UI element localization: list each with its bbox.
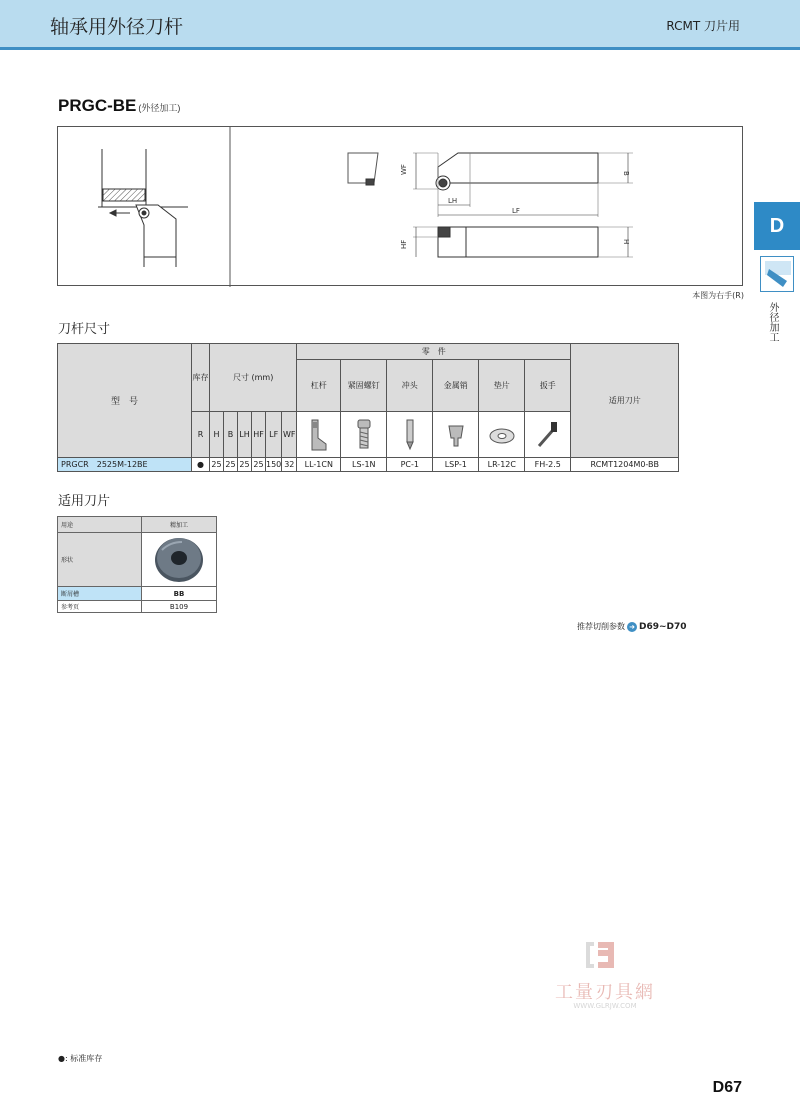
watermark-logo-icon bbox=[582, 940, 618, 970]
dim-h: H bbox=[622, 239, 630, 245]
spec-table bbox=[57, 343, 679, 472]
page-number: D67 bbox=[712, 1079, 742, 1096]
holder-top-view bbox=[348, 153, 633, 217]
chipbreaker-label: 断屑槽 bbox=[58, 587, 142, 601]
model-name: PRGC-BE bbox=[58, 96, 137, 115]
shape-label: 形状 bbox=[58, 533, 142, 587]
insert-section-title: 适用刀片 bbox=[58, 494, 111, 509]
shim-icon bbox=[479, 412, 525, 458]
drawing-svg bbox=[58, 127, 744, 287]
spec-stock-header: 库存 bbox=[192, 344, 210, 412]
page-subtitle: RCMT 刀片用 bbox=[666, 19, 740, 33]
row-model: PRGCR 2525M-12BE bbox=[58, 458, 192, 472]
dim-col-lf: LF bbox=[266, 412, 282, 458]
part-col-wrench: 扳手 bbox=[525, 360, 571, 412]
recommend-label: 推荐切削参数 bbox=[577, 622, 625, 631]
insert-image bbox=[142, 533, 217, 587]
spec-insert-header: 适用刀片 bbox=[571, 344, 679, 458]
recommend-link[interactable] bbox=[577, 621, 687, 632]
row-screw: LS-1N bbox=[341, 458, 387, 472]
wrench-icon bbox=[525, 412, 571, 458]
dim-col-hf: HF bbox=[252, 412, 266, 458]
row-lever: LL-1CN bbox=[297, 458, 341, 472]
spec-dims-header: 尺寸 (mm) bbox=[210, 344, 297, 412]
dim-col-b: B bbox=[224, 412, 238, 458]
technical-drawing bbox=[57, 126, 743, 286]
lever-icon bbox=[297, 412, 341, 458]
row-h: 25 bbox=[210, 458, 224, 472]
holder-side-view bbox=[413, 227, 633, 257]
part-col-punch: 冲头 bbox=[387, 360, 433, 412]
watermark bbox=[540, 940, 670, 1020]
drawing-note: 本图为右手(R) bbox=[692, 291, 744, 300]
spec-section-title: 刀杆尺寸 bbox=[58, 322, 111, 337]
screw-icon bbox=[341, 412, 387, 458]
dim-col-wf: WF bbox=[282, 412, 297, 458]
punch-icon bbox=[387, 412, 433, 458]
dim-wf: WF bbox=[400, 164, 408, 175]
usage-value: 精加工 bbox=[142, 517, 217, 533]
usage-label: 用途 bbox=[58, 517, 142, 533]
dim-hf: HF bbox=[400, 239, 408, 249]
header-bar bbox=[0, 0, 800, 50]
row-hf: 25 bbox=[252, 458, 266, 472]
part-col-lever: 杠杆 bbox=[297, 360, 341, 412]
stock-col-r: R bbox=[192, 412, 210, 458]
row-lh: 25 bbox=[238, 458, 252, 472]
side-label: 外径加工 bbox=[767, 302, 778, 342]
row-punch: PC-1 bbox=[387, 458, 433, 472]
row-lf: 150 bbox=[266, 458, 282, 472]
footnote: ●: 标准库存 bbox=[58, 1054, 103, 1063]
watermark-url: WWW.GLRJW.COM bbox=[573, 1002, 637, 1010]
part-col-screw: 紧固螺钉 bbox=[341, 360, 387, 412]
dim-lh: LH bbox=[448, 197, 458, 205]
insert-table bbox=[57, 516, 217, 613]
recommend-pages: D69~D70 bbox=[639, 622, 687, 632]
page-title: 轴承用外径刀杆 bbox=[50, 16, 184, 38]
ref-value: B109 bbox=[142, 601, 217, 613]
model-title bbox=[58, 96, 180, 116]
turning-icon bbox=[760, 256, 794, 292]
dim-col-lh: LH bbox=[238, 412, 252, 458]
row-shim: LR-12C bbox=[479, 458, 525, 472]
row-wf: 32 bbox=[282, 458, 297, 472]
chipbreaker-value: BB bbox=[142, 587, 217, 601]
dim-col-h: H bbox=[210, 412, 224, 458]
dim-lf: LF bbox=[512, 207, 520, 215]
row-b: 25 bbox=[224, 458, 238, 472]
pin-icon bbox=[433, 412, 479, 458]
section-tab-d[interactable]: D bbox=[754, 202, 800, 250]
part-col-shim: 垫片 bbox=[479, 360, 525, 412]
machining-schematic bbox=[98, 149, 188, 267]
dim-b: B bbox=[622, 171, 630, 176]
model-note: (外径加工) bbox=[138, 103, 181, 113]
spec-model-header: 型 号 bbox=[58, 344, 192, 458]
watermark-text: 工量刃具網 bbox=[555, 982, 655, 1003]
row-pin: LSP-1 bbox=[433, 458, 479, 472]
spec-parts-header: 零 件 bbox=[297, 344, 571, 360]
arrow-right-icon: ➜ bbox=[627, 622, 637, 632]
ref-label: 参考页 bbox=[58, 601, 142, 613]
row-insert: RCMT1204M0-BB bbox=[571, 458, 679, 472]
part-col-pin: 金属销 bbox=[433, 360, 479, 412]
row-wrench: FH-2.5 bbox=[525, 458, 571, 472]
row-stock: ● bbox=[192, 458, 210, 472]
